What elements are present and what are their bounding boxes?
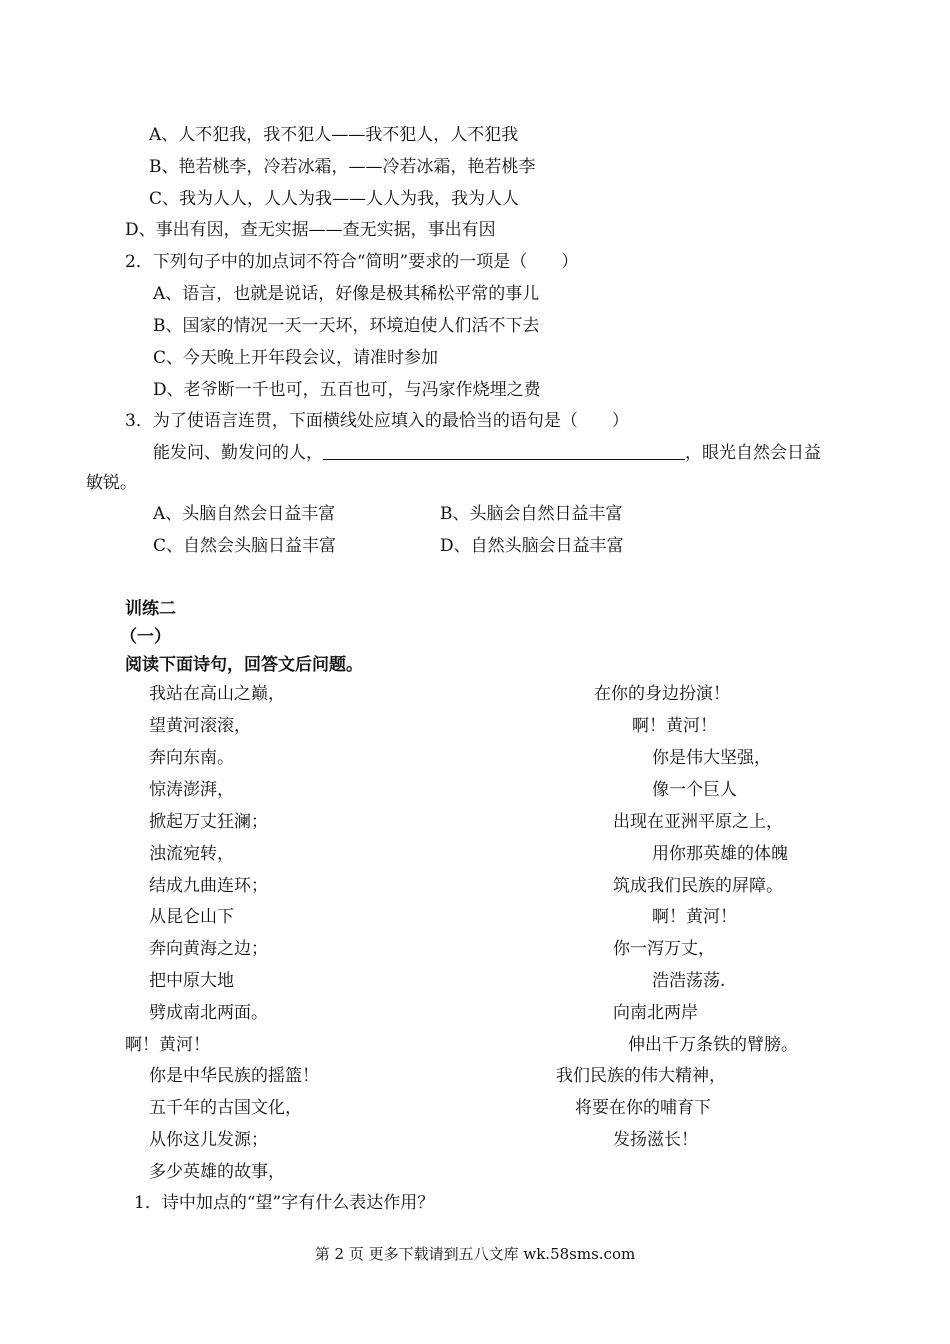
poem-left-line: 浊流宛转， [149,844,234,864]
poem-left-line: 把中原大地 [149,971,234,991]
q2-option-a: A、语言，也就是说话，好像是极其稀松平常的事儿 [153,284,540,304]
poem-left-line: 多少英雄的故事， [149,1162,285,1182]
poem-left-line: 奔向东南。 [149,748,234,768]
section-subtitle: （一） [120,627,171,647]
q1-option-b: B、艳若桃李，冷若冰霜，——冷若冰霜，艳若桃李 [149,157,536,177]
poem-left-line: 惊涛澎湃， [149,780,234,800]
q2-option-c: C、今天晚上开年段会议，请准时参加 [153,348,439,368]
q1-option-c: C、我为人人，人人为我——人人为我，我为人人 [149,189,520,209]
q3-sentence [153,442,821,464]
poem-left-line: 望黄河滚滚， [149,716,251,736]
poem-right-line: 我们民族的伟大精神， [556,1066,726,1086]
poem-right-line: 发扬滋长！ [613,1130,698,1150]
poem-right-line: 啊！黄河！ [652,907,737,927]
q3-sentence-continued: 敏锐。 [86,473,137,493]
poem-right-line: 你是伟大坚强， [652,748,771,768]
section-title: 训练二 [125,599,176,619]
poem-right-line: 向南北两岸 [613,1003,698,1023]
poem-left-line: 五千年的古国文化， [149,1098,302,1118]
poem-left-line: 从你这儿发源； [149,1130,268,1150]
page-footer: 第 2 页 更多下载请到五八文库 wk.58sms.com [314,1245,636,1263]
q3-sentence-start: 能发问、勤发问的人， [153,443,323,463]
q2-option-b: B、国家的情况一天一天坏，环境迫使人们活不下去 [153,316,540,336]
poem-right-line: 伸出千万条铁的臂膀。 [628,1035,798,1055]
q1-option-a: A、人不犯我，我不犯人——我不犯人，人不犯我 [149,125,519,145]
poem-left-line: 结成九曲连环； [149,876,268,896]
poem-left-line: 掀起万丈狂澜； [149,812,268,832]
poem-right-line: 你一泻万丈， [613,939,715,959]
q3-stem: 3．为了使语言连贯，下面横线处应填入的最恰当的语句是（ ） [125,411,629,431]
poem-right-line: 用你那英雄的体魄 [652,844,788,864]
poem-left-line: 我站在高山之巅， [149,684,285,704]
poem-right-line: 出现在亚洲平原之上， [613,812,783,832]
poem-left-line: 从昆仑山下 [149,907,234,927]
poem-right-line: 将要在你的哺育下 [575,1098,711,1118]
poem-left-line: 啊！黄河！ [125,1035,210,1055]
poem-left-line: 奔向黄海之边； [149,939,268,959]
fill-blank [323,442,685,460]
q3-option-b: B、头脑会自然日益丰富 [440,504,623,524]
poem-right-line: 筑成我们民族的屏障。 [613,876,783,896]
poem-left-line: 你是中华民族的摇篮！ [149,1066,319,1086]
poem-question-1: 1．诗中加点的“望”字有什么表达作用？ [134,1193,435,1213]
section-instruction: 阅读下面诗句，回答文后问题。 [125,655,363,675]
q3-option-a: A、头脑自然会日益丰富 [153,504,336,524]
poem-left-line: 劈成南北两面。 [149,1003,268,1023]
q2-option-d: D、老爷断一千也可，五百也可，与冯家作烧埋之费 [153,380,541,400]
q2-stem: 2．下列句子中的加点词不符合“简明”要求的一项是（ ） [125,252,579,272]
q3-option-c: C、自然会头脑日益丰富 [153,536,337,556]
q1-option-d: D、事出有因，查无实据——查无实据，事出有因 [125,220,496,240]
poem-right-line: 像一个巨人 [652,780,737,800]
poem-right-line: 在你的身边扮演！ [594,684,730,704]
q3-option-d: D、自然头脑会日益丰富 [440,536,624,556]
poem-right-line: 啊！黄河！ [632,716,717,736]
q3-sentence-end: ，眼光自然会日益 [685,443,821,463]
poem-right-line: 浩浩荡荡. [652,971,726,991]
